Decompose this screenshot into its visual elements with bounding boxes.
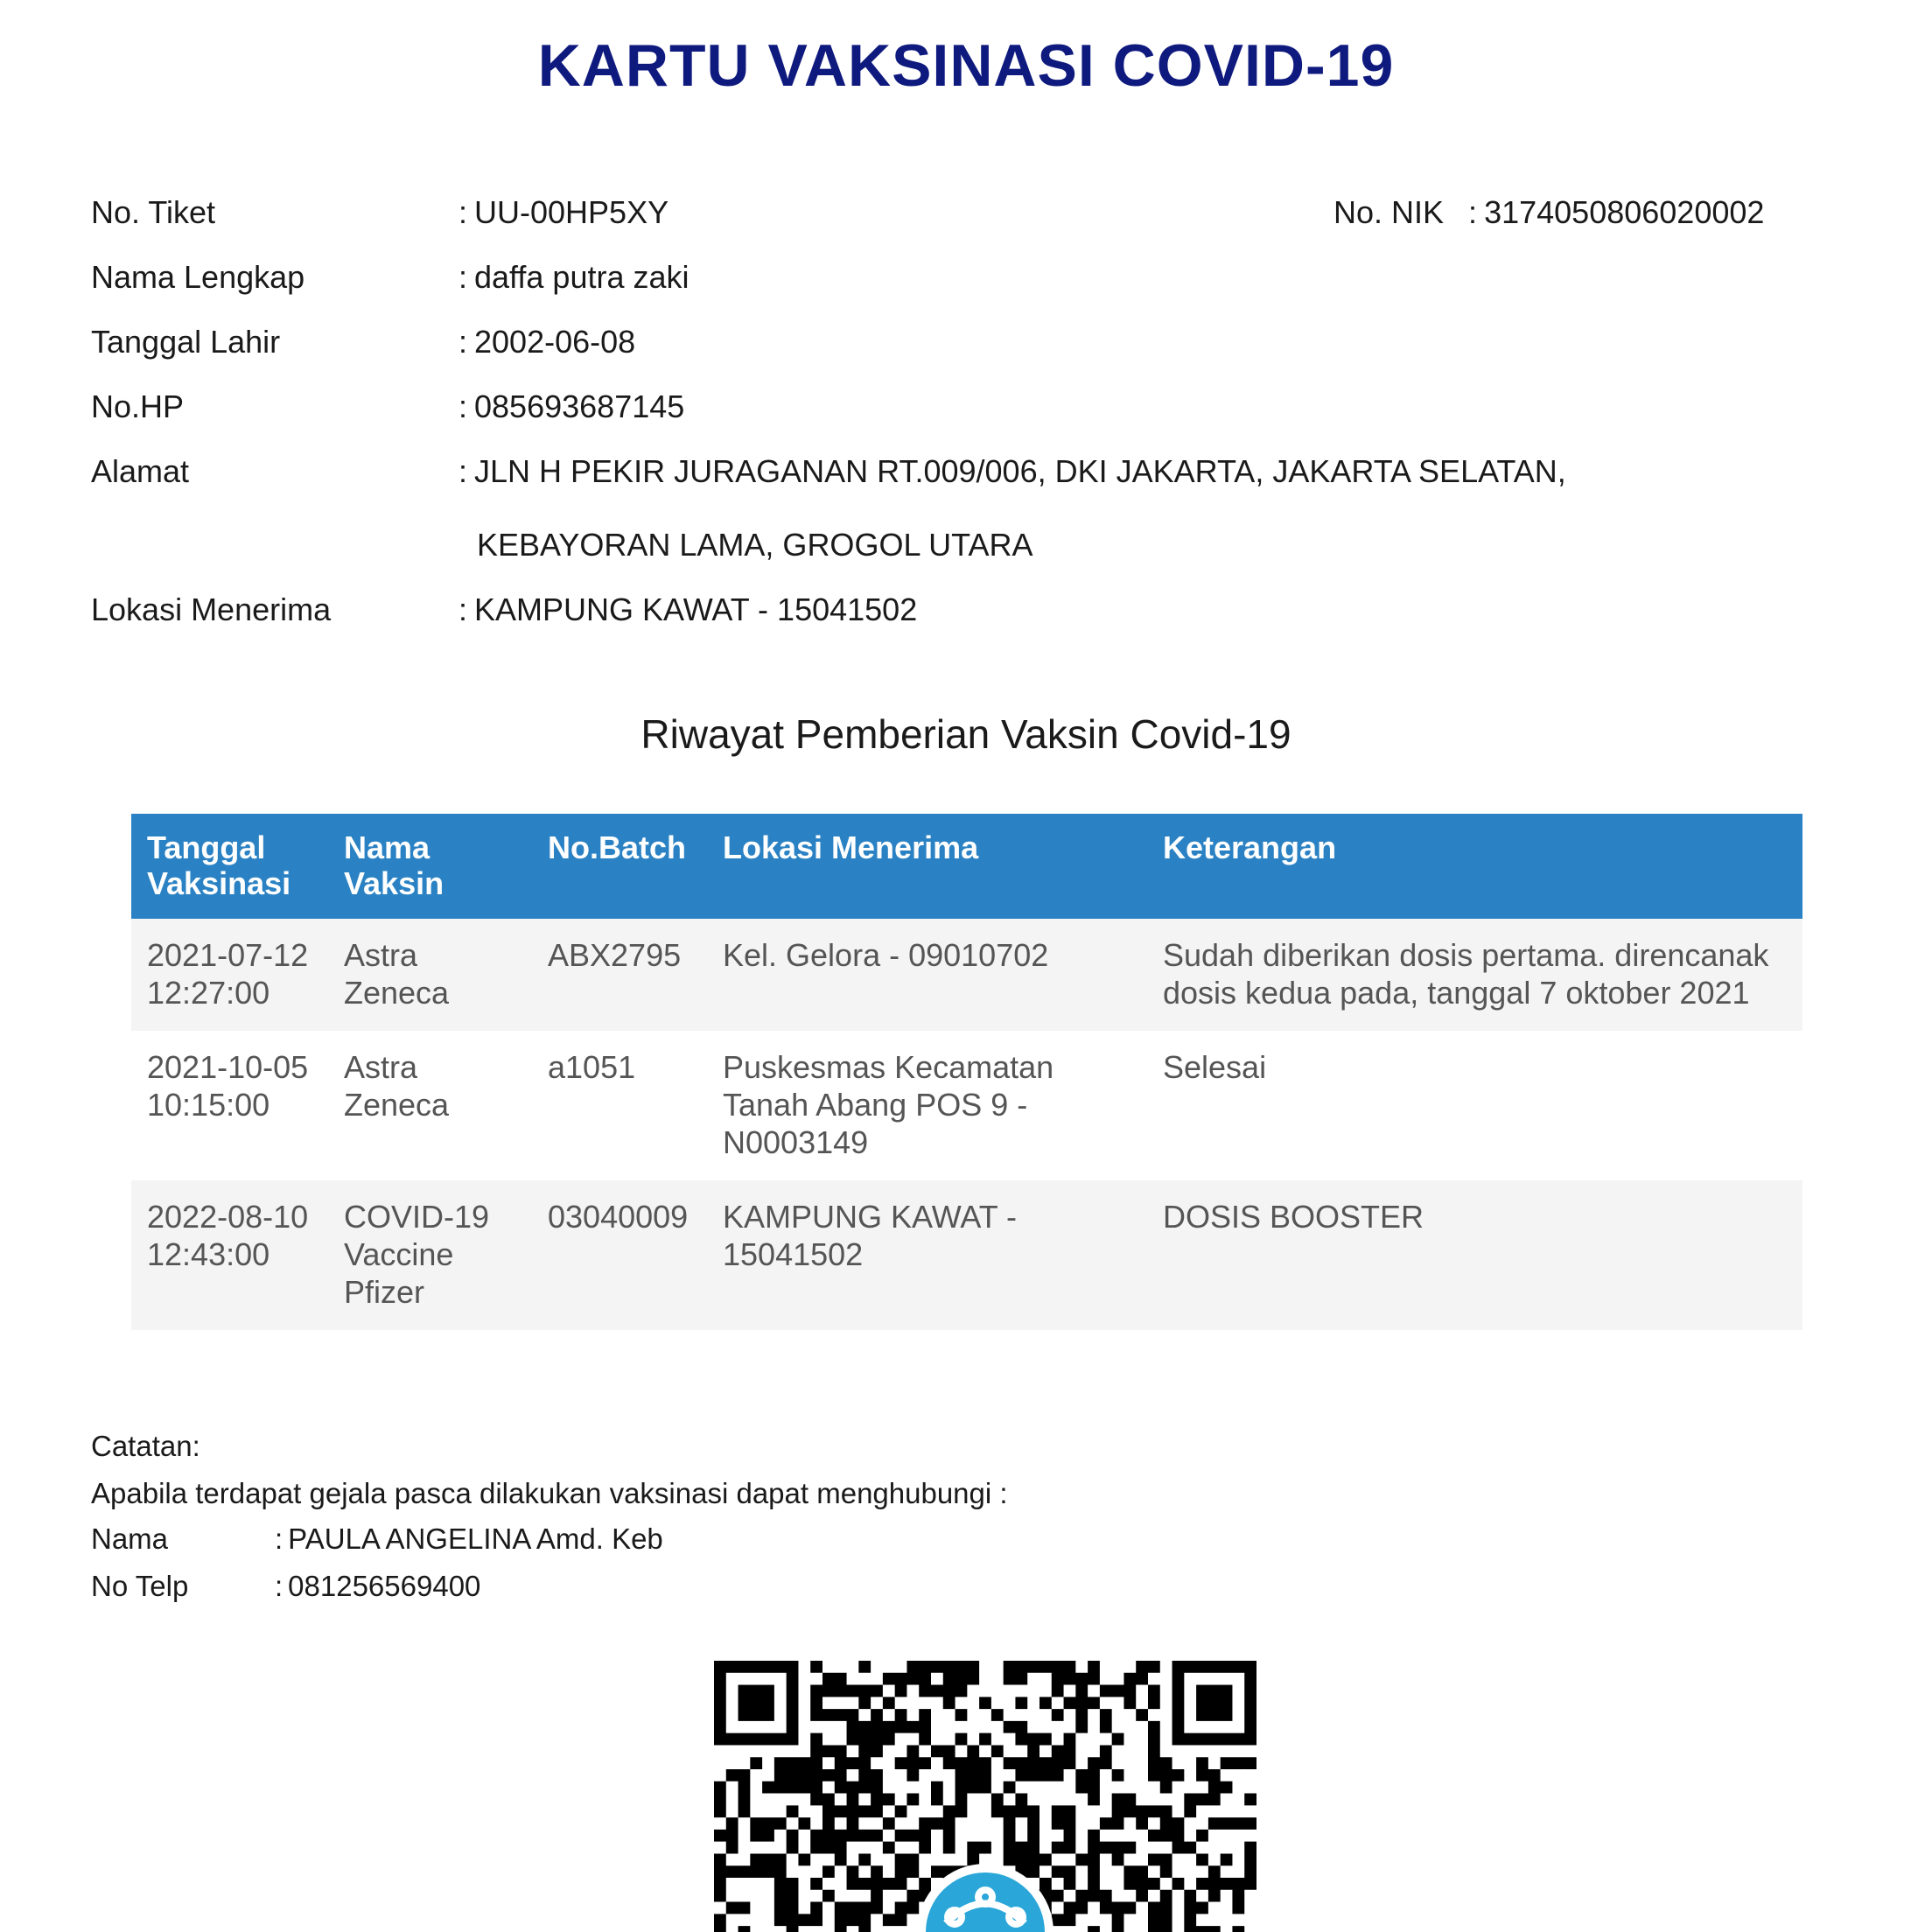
cell-note: DOSIS BOOSTER bbox=[1147, 1180, 1802, 1330]
name-value: daffa putra zaki bbox=[474, 259, 690, 295]
cell-location: KAMPUNG KAWAT - 15041502 bbox=[707, 1180, 1147, 1330]
ticket-label: No. Tiket bbox=[91, 194, 216, 230]
nik-value: 3174050806020002 bbox=[1484, 194, 1765, 230]
phone-value-row: : 085693687145 bbox=[458, 388, 685, 424]
dob-value-row: : 2002-06-08 bbox=[458, 324, 636, 360]
cell-batch: a1051 bbox=[532, 1031, 707, 1180]
phone-value: 085693687145 bbox=[474, 388, 685, 424]
phone-label: No.HP bbox=[91, 388, 185, 424]
page-title: KARTU VAKSINASI COVID-19 bbox=[537, 32, 1395, 99]
header-note: Keterangan bbox=[1147, 814, 1802, 919]
location-label: Lokasi Menerima bbox=[91, 592, 332, 627]
contact-name-label: Nama bbox=[91, 1522, 169, 1555]
header-batch: No.Batch bbox=[532, 814, 707, 919]
cell-vaccine: Astra Zeneca bbox=[328, 919, 532, 1031]
nik-row: No. NIK : 3174050806020002 bbox=[1334, 194, 1765, 230]
vaccination-history-table bbox=[131, 814, 1802, 1330]
contact-phone-row: : 081256569400 bbox=[275, 1570, 481, 1602]
notes-heading: Catatan: bbox=[91, 1430, 200, 1462]
nik-label: No. NIK bbox=[1334, 194, 1445, 230]
name-value-row: : daffa putra zaki bbox=[458, 259, 690, 295]
cell-batch: ABX2795 bbox=[532, 919, 707, 1031]
table-row bbox=[131, 1031, 1802, 1180]
cell-location: Kel. Gelora - 09010702 bbox=[707, 919, 1147, 1031]
qr-code-icon bbox=[714, 1661, 1256, 1932]
cell-note: Selesai bbox=[1147, 1031, 1802, 1180]
location-value-row: : KAMPUNG KAWAT - 15041502 bbox=[458, 592, 918, 627]
header-location: Lokasi Menerima bbox=[707, 814, 1147, 919]
header-date: Tanggal Vaksinasi bbox=[131, 814, 328, 919]
contact-name-row: : PAULA ANGELINA Amd. Keb bbox=[275, 1522, 663, 1555]
cell-vaccine: COVID-19 Vaccine Pfizer bbox=[328, 1180, 532, 1330]
header-vaccine: Nama Vaksin bbox=[328, 814, 532, 919]
address-value-row: : JLN H PEKIR JURAGANAN RT.009/006, DKI JAKARTA, JAKARTA SELATAN, bbox=[458, 453, 1566, 489]
table-row bbox=[131, 919, 1802, 1031]
cell-note: Sudah diberikan dosis pertama. direncanak dosis kedua pada, tanggal 7 oktober 2021 bbox=[1147, 919, 1802, 1031]
history-title: Riwayat Pemberian Vaksin Covid-19 bbox=[640, 711, 1292, 757]
contact-name-value: PAULA ANGELINA Amd. Keb bbox=[288, 1522, 663, 1555]
contact-phone-label: No Telp bbox=[91, 1570, 189, 1602]
address-line2: KEBAYORAN LAMA, GROGOL UTARA bbox=[477, 527, 1033, 563]
dob-label: Tanggal Lahir bbox=[91, 324, 281, 360]
name-label: Nama Lengkap bbox=[91, 259, 305, 295]
cell-date: 2022-08-10 12:43:00 bbox=[131, 1180, 328, 1330]
cell-date: 2021-10-05 10:15:00 bbox=[131, 1031, 328, 1180]
qr-code-graphic bbox=[714, 1661, 1256, 1932]
cell-batch: 03040009 bbox=[532, 1180, 707, 1330]
ticket-value-row: : UU-00HP5XY bbox=[458, 194, 669, 230]
cell-date: 2021-07-12 12:27:00 bbox=[131, 919, 328, 1031]
address-line1: JLN H PEKIR JURAGANAN RT.009/006, DKI JAKARTA, JAKARTA SELATAN, bbox=[474, 453, 1566, 489]
table-header-row bbox=[131, 814, 1802, 919]
address-label: Alamat bbox=[91, 453, 190, 489]
location-value: KAMPUNG KAWAT - 15041502 bbox=[474, 592, 918, 627]
dob-value: 2002-06-08 bbox=[474, 324, 636, 360]
notes-instruction: Apabila terdapat gejala pasca dilakukan vaksinasi dapat menghubungi : bbox=[91, 1477, 1008, 1509]
ticket-value: UU-00HP5XY bbox=[474, 194, 669, 230]
contact-phone-value: 081256569400 bbox=[288, 1570, 481, 1602]
cell-location: Puskesmas Kecamatan Tanah Abang POS 9 - N0003149 bbox=[707, 1031, 1147, 1180]
cell-vaccine: Astra Zeneca bbox=[328, 1031, 532, 1180]
table-row bbox=[131, 1180, 1802, 1330]
